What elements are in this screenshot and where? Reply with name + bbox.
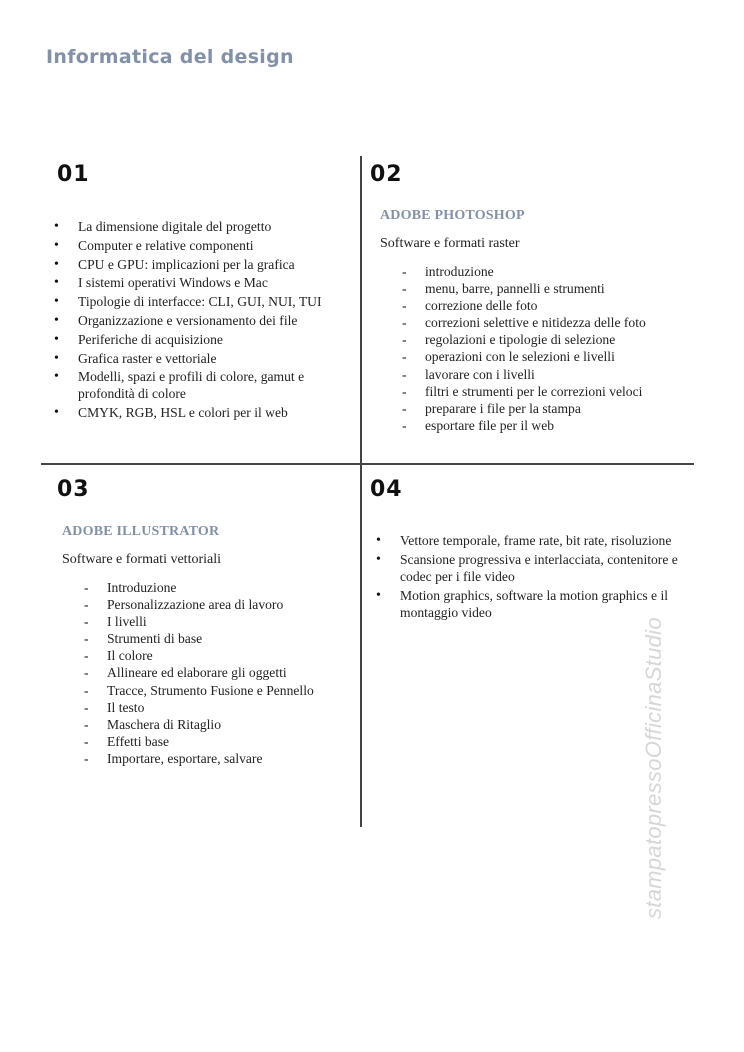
list-item: • Tipologie di interfacce: CLI, GUI, NUI, TUI xyxy=(54,293,354,310)
list-item: - menu, barre, pannelli e strumenti xyxy=(380,280,700,297)
list-item: • Scansione progressiva e interlacciata, contenitore e codec per i file video xyxy=(376,551,706,585)
list-item: - preparare i file per la stampa xyxy=(380,400,700,417)
section-01-list xyxy=(54,218,354,423)
list-item: • I sistemi operativi Windows e Mac xyxy=(54,274,354,291)
horizontal-divider xyxy=(41,463,694,465)
list-item: - Tracce, Strumento Fusione e Pennello xyxy=(62,682,357,699)
list-item: • Periferiche di acquisizione xyxy=(54,331,354,348)
section-04-number: 04 xyxy=(370,477,403,502)
list-item: - operazioni con le selezioni e livelli xyxy=(380,348,700,365)
section-02-subtitle: Software e formati raster xyxy=(380,236,520,251)
list-item: • CPU e GPU: implicazioni per la grafica xyxy=(54,256,354,273)
watermark-text: stampatopressoOfficinaStudio xyxy=(641,617,666,919)
section-02-number: 02 xyxy=(370,162,403,187)
section-03-list xyxy=(62,579,357,767)
section-01-number: 01 xyxy=(57,162,90,187)
list-item: - correzioni selettive e nitidezza delle foto xyxy=(380,314,700,331)
list-item: - esportare file per il web xyxy=(380,417,700,434)
section-03-number: 03 xyxy=(57,477,90,502)
section-02-list xyxy=(380,263,700,434)
list-item: • Modelli, spazi e profili di colore, gamut e profondità di colore xyxy=(54,368,354,402)
list-item: • Vettore temporale, frame rate, bit rate, risoluzione xyxy=(376,532,706,549)
vertical-divider xyxy=(360,156,362,827)
section-02-heading: ADOBE PHOTOSHOP xyxy=(380,208,525,223)
section-03-subtitle: Software e formati vettoriali xyxy=(62,552,221,567)
list-item: - Il testo xyxy=(62,699,357,716)
section-03-heading: ADOBE ILLUSTRATOR xyxy=(62,524,220,539)
list-item: - introduzione xyxy=(380,263,700,280)
list-item: - lavorare con i livelli xyxy=(380,366,700,383)
list-item: - filtri e strumenti per le correzioni veloci xyxy=(380,383,700,400)
list-item: - Maschera di Ritaglio xyxy=(62,716,357,733)
section-04-list xyxy=(376,532,706,622)
list-item: • Grafica raster e vettoriale xyxy=(54,350,354,367)
list-item: • Organizzazione e versionamento dei file xyxy=(54,312,354,329)
list-item: - Personalizzazione area di lavoro xyxy=(62,596,357,613)
list-item: - Effetti base xyxy=(62,733,357,750)
list-item: - Il colore xyxy=(62,647,357,664)
list-item: • CMYK, RGB, HSL e colori per il web xyxy=(54,404,354,421)
page-title: Informatica del design xyxy=(46,46,294,68)
list-item: - Introduzione xyxy=(62,579,357,596)
list-item: - correzione delle foto xyxy=(380,297,700,314)
list-item: - Allineare ed elaborare gli oggetti xyxy=(62,664,357,681)
list-item: • Computer e relative componenti xyxy=(54,237,354,254)
list-item: • Motion graphics, software la motion graphics e il montaggio video xyxy=(376,587,706,621)
list-item: • La dimensione digitale del progetto xyxy=(54,218,354,235)
list-item: - regolazioni e tipologie di selezione xyxy=(380,331,700,348)
list-item: - I livelli xyxy=(62,613,357,630)
list-item: - Strumenti di base xyxy=(62,630,357,647)
list-item: - Importare, esportare, salvare xyxy=(62,750,357,767)
